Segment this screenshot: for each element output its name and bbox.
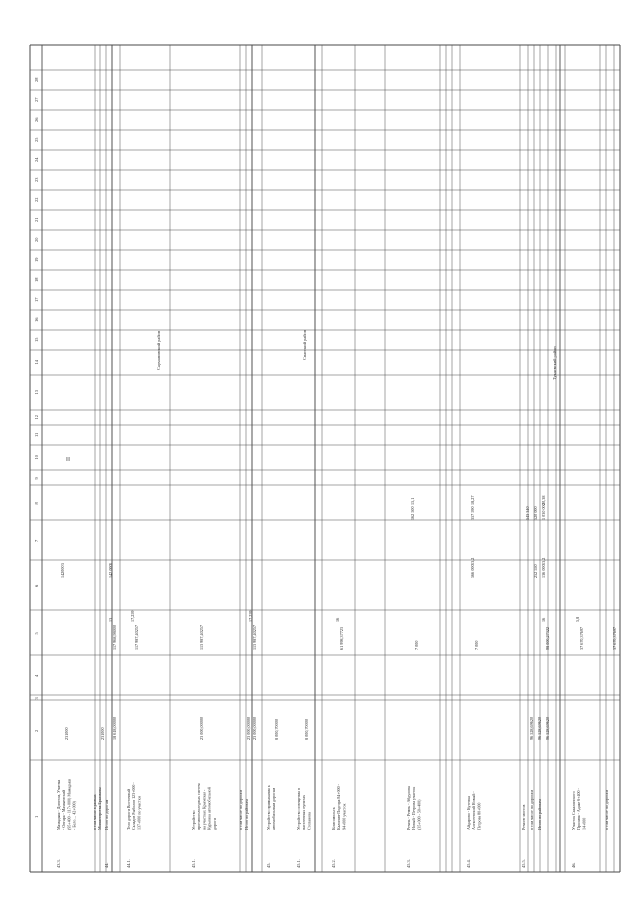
cell-value: 13,2: [470, 557, 475, 565]
cell-value: 162 500: [410, 506, 415, 520]
row-name: 94+000 участок: [341, 803, 347, 830]
row-name: Ремнь - Ремнь - Абдулова: [406, 786, 411, 830]
row-name: автомобильным дорогам: [271, 787, 277, 830]
header-number: 1: [34, 815, 39, 818]
header-number: 2: [34, 729, 39, 732]
row-name: - Бело… 42+000): [71, 801, 77, 830]
row-number: 45.: [266, 862, 271, 868]
row-name: на участках Крымская -: [201, 789, 207, 830]
row-name: Новый - Петрова участок: [411, 786, 417, 830]
header-number: 11: [34, 432, 39, 437]
cell-value: 96 528,69620: [529, 716, 534, 740]
row-name: Степанова: [306, 812, 312, 830]
cell-value: 13: [108, 617, 113, 622]
row-name: в том числе по дорогам: [604, 790, 609, 830]
cell-value: 1 030 000: [541, 503, 546, 520]
row-number: 45.1.: [296, 859, 301, 868]
header-number: 6: [34, 584, 39, 587]
row-number: 44.: [104, 862, 109, 868]
cell-value: 231000: [100, 727, 105, 740]
header-number: 17: [34, 297, 39, 302]
header-number: 22: [34, 197, 39, 202]
cell-value: 18 618,00000: [112, 716, 117, 740]
cell-value: 252 550: [533, 564, 538, 578]
row-name: Итого по дорогам: [104, 799, 109, 830]
header-number: 5: [34, 632, 39, 635]
row-name: - Онгара - Мамыевский: [61, 789, 67, 830]
section-label: Тукаевский район: [552, 346, 557, 380]
header-number: 27: [34, 97, 39, 102]
row-name: Устройство примыкания к: [266, 785, 271, 830]
page-marker: II: [66, 457, 72, 461]
cell-value: 37 670,37697: [579, 626, 584, 650]
header-number: 28: [34, 77, 39, 82]
section-label: Сармановский район: [156, 330, 161, 370]
header-number: 19: [34, 257, 39, 262]
cell-value: 520 000: [533, 506, 538, 520]
row-name: населенных пунктах: [301, 795, 307, 830]
row-name: Устройство освещения в: [296, 788, 301, 830]
cell-value: 5: [60, 562, 65, 565]
row-name: Петрова 80+000: [476, 802, 482, 830]
row-number: 44.1.: [126, 859, 131, 868]
cell-value: 16: [541, 617, 546, 622]
row-name: Калинин-Подгора 84+000 -: [336, 783, 342, 830]
row-number: 43.3.: [56, 859, 61, 868]
cell-value: 20,38: [541, 495, 546, 505]
row-name: Курьянка автомобильной: [206, 787, 212, 830]
cell-value: 17,259: [130, 610, 135, 622]
row-name: противогололедных систем: [196, 783, 202, 830]
header-number: 20: [34, 237, 39, 242]
row-name: Устройство: [191, 810, 196, 830]
header-number: 12: [34, 415, 39, 420]
row-name: Складов Рыболов 123+000 -: [131, 782, 137, 830]
cell-value: 113 987,40257: [252, 625, 257, 650]
row-name: дороги: [211, 818, 217, 830]
cell-value: 23 000,00000: [246, 716, 251, 740]
cell-value: 136 000: [541, 564, 546, 578]
row-name: Комсомольск: [331, 807, 336, 830]
cell-value: 61 998,37723: [339, 626, 344, 650]
row-name: Алексеевский Новый -: [471, 791, 477, 830]
row-name: Ремонт мостов: [521, 804, 526, 830]
row-name: Тело дороги Восточный: [126, 789, 131, 830]
cell-value: 8 000,70000: [304, 719, 309, 740]
header-number: 13: [34, 390, 39, 395]
row-name: Айдарово - Кутепка: [466, 796, 471, 830]
header-number: 21: [34, 217, 39, 222]
header-number: 10: [34, 455, 39, 460]
cell-value: 7 000: [474, 640, 479, 650]
row-name: в том числе по дорогам: [529, 790, 534, 830]
section-label: Спасский район: [302, 329, 307, 360]
row-number: 45.4.: [466, 859, 471, 868]
cell-value: 543 340: [525, 506, 530, 520]
row-number: 45.5.: [521, 859, 526, 868]
row-number: 46.: [571, 862, 576, 868]
header-number: 26: [34, 117, 39, 122]
row-number: 45.1.: [191, 859, 196, 868]
cell-value: 142 000: [108, 564, 113, 578]
header-number: 7: [34, 539, 39, 542]
row-name: Мамадыш - Дигитли, Учитма: [56, 779, 61, 830]
header-number: 15: [34, 337, 39, 342]
cell-value: 142000: [60, 565, 65, 578]
header-number: 25: [34, 137, 39, 142]
header-number: 18: [34, 277, 39, 282]
cell-value: 117 987,40257: [134, 625, 139, 650]
row-name: (35+000 - 50+400): [416, 799, 422, 830]
cell-value: 17,259: [248, 610, 253, 622]
header-number: 14: [34, 360, 39, 365]
row-name: Министерства Брахманы: [97, 787, 103, 830]
row-name: Итого по районам: [537, 799, 542, 830]
header-number: 9: [34, 477, 39, 480]
cell-value: 98 000,27322: [545, 626, 550, 650]
cell-value: 23 000,00000: [199, 716, 204, 740]
row-name: 14+000: [581, 817, 587, 830]
cell-value: 23 000,00000: [252, 716, 257, 740]
cell-value: 7 000: [414, 640, 419, 650]
header-number: 23: [34, 177, 39, 182]
cell-value: 113 987,40257: [199, 625, 204, 650]
header-number: 3: [34, 697, 39, 700]
cell-value: 18,27: [470, 495, 475, 505]
cell-value: 8 000,70000: [274, 719, 279, 740]
row-name: Участок Сахалинского: [571, 791, 576, 830]
cell-value: 16: [335, 617, 340, 622]
row-number: 45.2.: [331, 859, 336, 868]
header-number: 16: [34, 317, 39, 322]
cell-value: 231000: [64, 727, 69, 740]
row-number: 45.3.: [406, 859, 411, 868]
cell-value: 96 528,69620: [537, 716, 542, 740]
cell-value: 96 528,69620: [545, 716, 550, 740]
row-name: Пролива - Адаке 6+400 -: [576, 788, 582, 830]
cell-value: 15,1: [410, 497, 415, 505]
row-name: Итого по районам: [244, 799, 249, 830]
row-name: в том числе по дорогам: [238, 790, 243, 830]
cell-value: 117 968,98000: [112, 625, 117, 650]
header-number: 8: [34, 502, 39, 505]
cell-value: 566 000: [470, 564, 475, 578]
header-number: 24: [34, 157, 39, 162]
cell-value: 357 590: [470, 506, 475, 520]
cell-value: 13,2: [541, 557, 546, 565]
row-name: в том числе в рамках: [92, 794, 97, 830]
cell-value: 1: [108, 562, 113, 565]
cell-value: 37 670,37697: [612, 626, 617, 650]
cell-value: 5,8: [575, 616, 580, 622]
row-name: (95+400 - 117+000) Мамадыш: [66, 779, 72, 830]
row-name: 137+000 по участки: [136, 796, 142, 830]
header-number: 4: [34, 674, 39, 677]
